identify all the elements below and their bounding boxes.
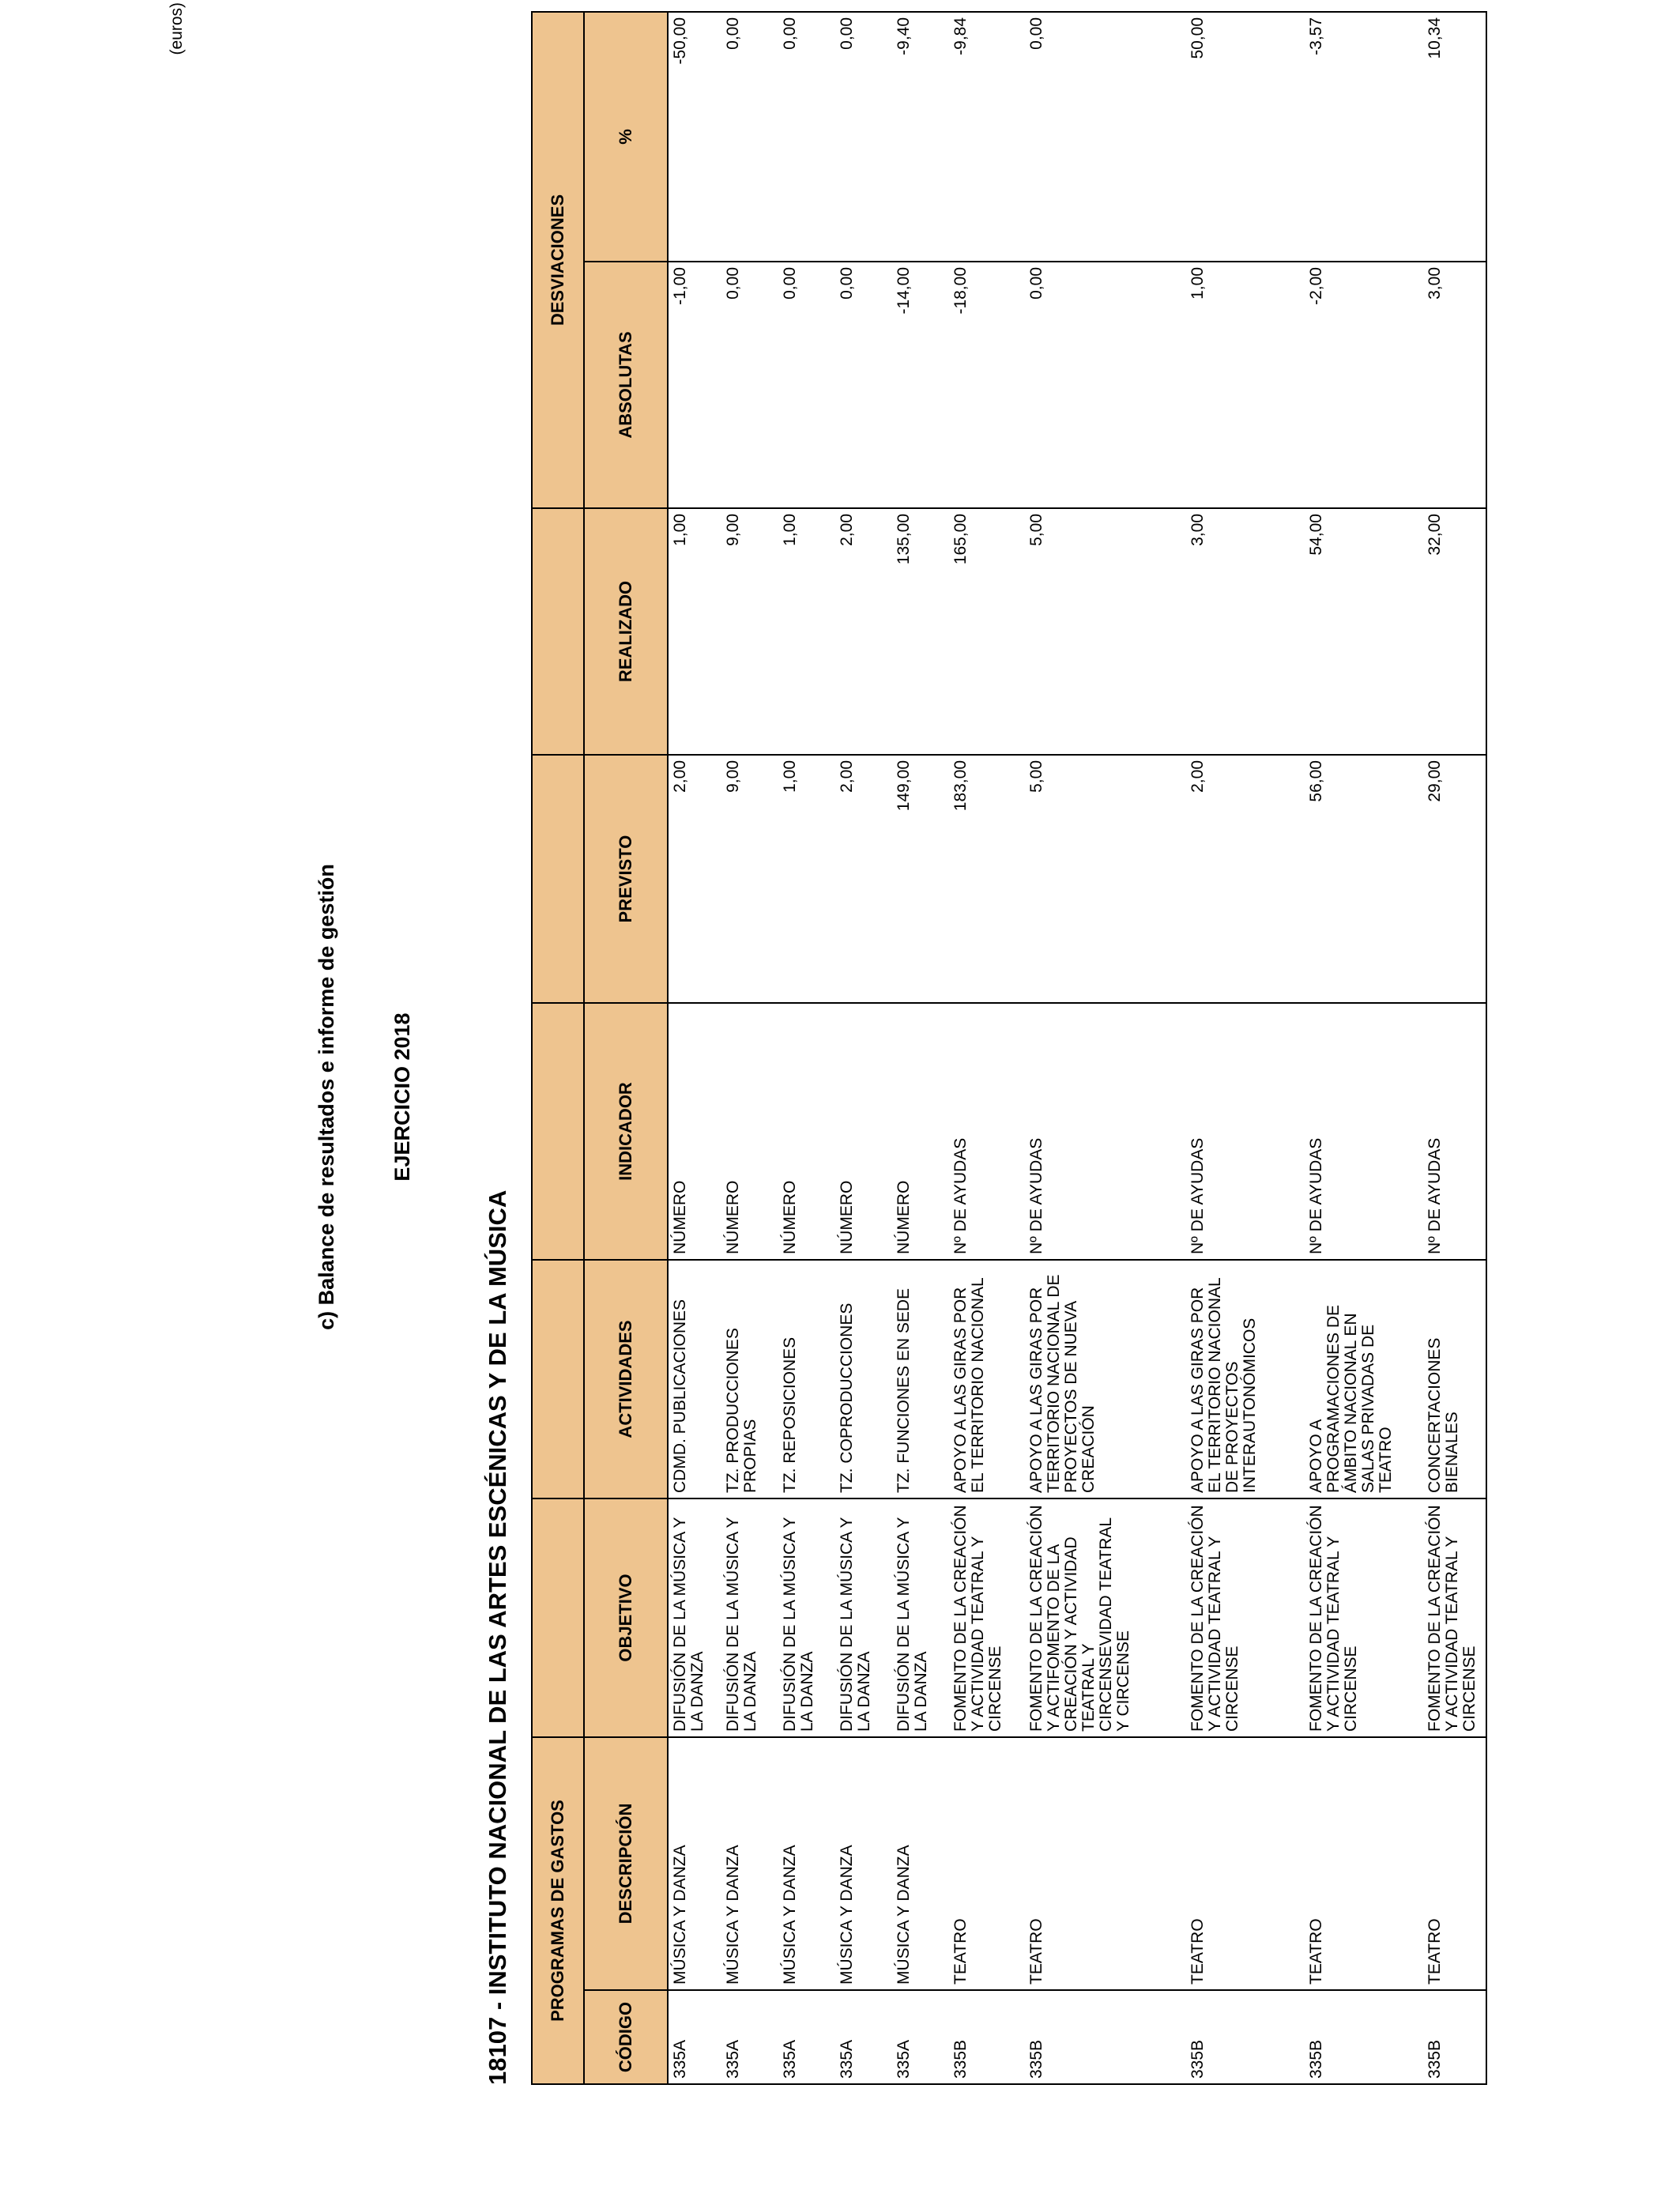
cell-actividades: APOYO A PROGRAMACIONES DE ÁMBITO NACIONAL EN SALAS PRIVADAS DE TEATRO [1305,1260,1423,1498]
cell-actividades: TZ. REPOSICIONES [778,1260,835,1498]
cell-pct: 10,34 [1423,12,1486,262]
cell-pct: 50,00 [1186,12,1305,262]
cell-indicador: NÚMERO [835,1003,892,1260]
cell-descripcion: MÚSICA Y DANZA [835,1737,892,1990]
cell-realizado: 9,00 [721,508,778,755]
cell-previsto: 2,00 [668,755,721,1003]
cell-indicador: NÚMERO [778,1003,835,1260]
cell-realizado: 1,00 [668,508,721,755]
table-row [778,12,835,2084]
cell-descripcion: MÚSICA Y DANZA [892,1737,949,1990]
col-header-objetivo: OBJETIVO [584,1498,668,1737]
cell-descripcion: TEATRO [949,1737,1025,1990]
cell-previsto: 29,00 [1423,755,1486,1003]
cell-realizado: 54,00 [1305,508,1423,755]
cell-descripcion: MÚSICA Y DANZA [721,1737,778,1990]
table-row [835,12,892,2084]
cell-absolutas: -18,00 [949,262,1025,508]
cell-pct: -50,00 [668,12,721,262]
cell-objetivo: DIFUSIÓN DE LA MÚSICA Y LA DANZA [778,1498,835,1737]
cell-indicador: NÚMERO [721,1003,778,1260]
col-header-pct: % [584,12,668,262]
group-header-blank [532,508,584,755]
cell-codigo: 335A [892,1990,949,2084]
cell-objetivo: DIFUSIÓN DE LA MÚSICA Y LA DANZA [668,1498,721,1737]
col-header-previsto: PREVISTO [584,755,668,1003]
cell-actividades: APOYO A LAS GIRAS POR EL TERRITORIO NACIONAL DE PROYECTOS INTERAUTONÓMICOS [1186,1260,1305,1498]
cell-realizado: 32,00 [1423,508,1486,755]
cell-realizado: 3,00 [1186,508,1305,755]
cell-actividades: TZ. PRODUCCIONES PROPIAS [721,1260,778,1498]
cell-absolutas: -2,00 [1305,262,1423,508]
cell-actividades: TZ. FUNCIONES EN SEDE [892,1260,949,1498]
cell-descripcion: TEATRO [1423,1737,1486,1990]
cell-objetivo: FOMENTO DE LA CREACIÓN Y ACTIVIDAD TEATRAL Y CIRCENSE [1186,1498,1305,1737]
cell-absolutas: 1,00 [1186,262,1305,508]
cell-objetivo: DIFUSIÓN DE LA MÚSICA Y LA DANZA [835,1498,892,1737]
col-header-absolutas: ABSOLUTAS [584,262,668,508]
table-row [892,12,949,2084]
cell-objetivo: FOMENTO DE LA CREACIÓN Y ACTIFOMENTO DE LA CREACIÓN Y ACTIVIDAD TEATRAL Y CIRCENSEVIDAD TEATRAL Y CIRCENSE [1025,1498,1186,1737]
cell-pct: -3,57 [1305,12,1423,262]
group-header-blank [532,1498,584,1737]
cell-previsto: 56,00 [1305,755,1423,1003]
cell-previsto: 2,00 [1186,755,1305,1003]
cell-absolutas: -1,00 [668,262,721,508]
table-row [1025,12,1186,2084]
cell-indicador: NÚMERO [668,1003,721,1260]
cell-previsto: 1,00 [778,755,835,1003]
col-header-descripcion: DESCRIPCIÓN [584,1737,668,1990]
col-header-indicador: INDICADOR [584,1003,668,1260]
cell-actividades: APOYO A LAS GIRAS POR EL TERRITORIO NACIONAL [949,1260,1025,1498]
cell-codigo: 335B [1025,1990,1186,2084]
group-header-blank [532,755,584,1003]
cell-indicador: Nº DE AYUDAS [949,1003,1025,1260]
cell-previsto: 183,00 [949,755,1025,1003]
cell-objetivo: FOMENTO DE LA CREACIÓN Y ACTIVIDAD TEATRAL Y CIRCENSE [949,1498,1025,1737]
group-header-blank [532,1003,584,1260]
cell-objetivo: DIFUSIÓN DE LA MÚSICA Y LA DANZA [892,1498,949,1737]
cell-pct: 0,00 [721,12,778,262]
cell-absolutas: 0,00 [721,262,778,508]
col-header-codigo: CÓDIGO [584,1990,668,2084]
cell-descripcion: MÚSICA Y DANZA [668,1737,721,1990]
col-header-actividades: ACTIVIDADES [584,1260,668,1498]
cell-codigo: 335A [721,1990,778,2084]
cell-previsto: 2,00 [835,755,892,1003]
section-title: c) Balance de resultados e informe de gestión [315,864,338,1330]
entity-title: 18107 - INSTITUTO NACIONAL DE LAS ARTES ESCÉNICAS Y DE LA MÚSICA [484,1189,511,2085]
cell-absolutas: 0,00 [1025,262,1186,508]
cell-descripcion: TEATRO [1305,1737,1423,1990]
cell-pct: -9,84 [949,12,1025,262]
cell-codigo: 335A [835,1990,892,2084]
table-row [1423,12,1486,2084]
cell-codigo: 335B [1305,1990,1423,2084]
results-table [531,11,1487,2085]
table-row [668,12,721,2084]
cell-pct: -9,40 [892,12,949,262]
cell-indicador: Nº DE AYUDAS [1305,1003,1423,1260]
year-title: EJERCICIO 2018 [390,1012,414,1182]
cell-absolutas: 3,00 [1423,262,1486,508]
cell-realizado: 2,00 [835,508,892,755]
cell-realizado: 165,00 [949,508,1025,755]
cell-indicador: Nº DE AYUDAS [1025,1003,1186,1260]
cell-actividades: CONCERTACIONES BIENALES [1423,1260,1486,1498]
cell-pct: 0,00 [835,12,892,262]
table-row [949,12,1025,2084]
cell-pct: 0,00 [1025,12,1186,262]
cell-realizado: 1,00 [778,508,835,755]
group-header-desviaciones: DESVIACIONES [532,12,584,508]
col-header-realizado: REALIZADO [584,508,668,755]
cell-actividades: APOYO A LAS GIRAS POR TERRITORIO NACIONAL DE PROYECTOS DE NUEVA CREACIÓN [1025,1260,1186,1498]
cell-objetivo: DIFUSIÓN DE LA MÚSICA Y LA DANZA [721,1498,778,1737]
cell-absolutas: 0,00 [835,262,892,508]
cell-absolutas: 0,00 [778,262,835,508]
cell-absolutas: -14,00 [892,262,949,508]
cell-descripcion: TEATRO [1186,1737,1305,1990]
table-row [1186,12,1305,2084]
cell-realizado: 135,00 [892,508,949,755]
cell-indicador: NÚMERO [892,1003,949,1260]
cell-descripcion: TEATRO [1025,1737,1186,1990]
cell-actividades: CDMD. PUBLICACIONES [668,1260,721,1498]
cell-realizado: 5,00 [1025,508,1186,755]
cell-codigo: 335A [778,1990,835,2084]
cell-indicador: Nº DE AYUDAS [1423,1003,1486,1260]
group-header-programas: PROGRAMAS DE GASTOS [532,1737,584,2084]
cell-codigo: 335B [949,1990,1025,2084]
cell-previsto: 149,00 [892,755,949,1003]
cell-codigo: 335A [668,1990,721,2084]
table-row [721,12,778,2084]
cell-indicador: Nº DE AYUDAS [1186,1003,1305,1260]
table-row [1305,12,1423,2084]
cell-pct: 0,00 [778,12,835,262]
cell-previsto: 9,00 [721,755,778,1003]
cell-previsto: 5,00 [1025,755,1186,1003]
cell-codigo: 335B [1423,1990,1486,2084]
cell-objetivo: FOMENTO DE LA CREACIÓN Y ACTIVIDAD TEATRAL Y CIRCENSE [1423,1498,1486,1737]
cell-descripcion: MÚSICA Y DANZA [778,1737,835,1990]
group-header-blank [532,1260,584,1498]
cell-objetivo: FOMENTO DE LA CREACIÓN Y ACTIVIDAD TEATRAL Y CIRCENSE [1305,1498,1423,1737]
cell-actividades: TZ. COPRODUCCIONES [835,1260,892,1498]
units-label: (euros) [168,2,186,55]
cell-codigo: 335B [1186,1990,1305,2084]
